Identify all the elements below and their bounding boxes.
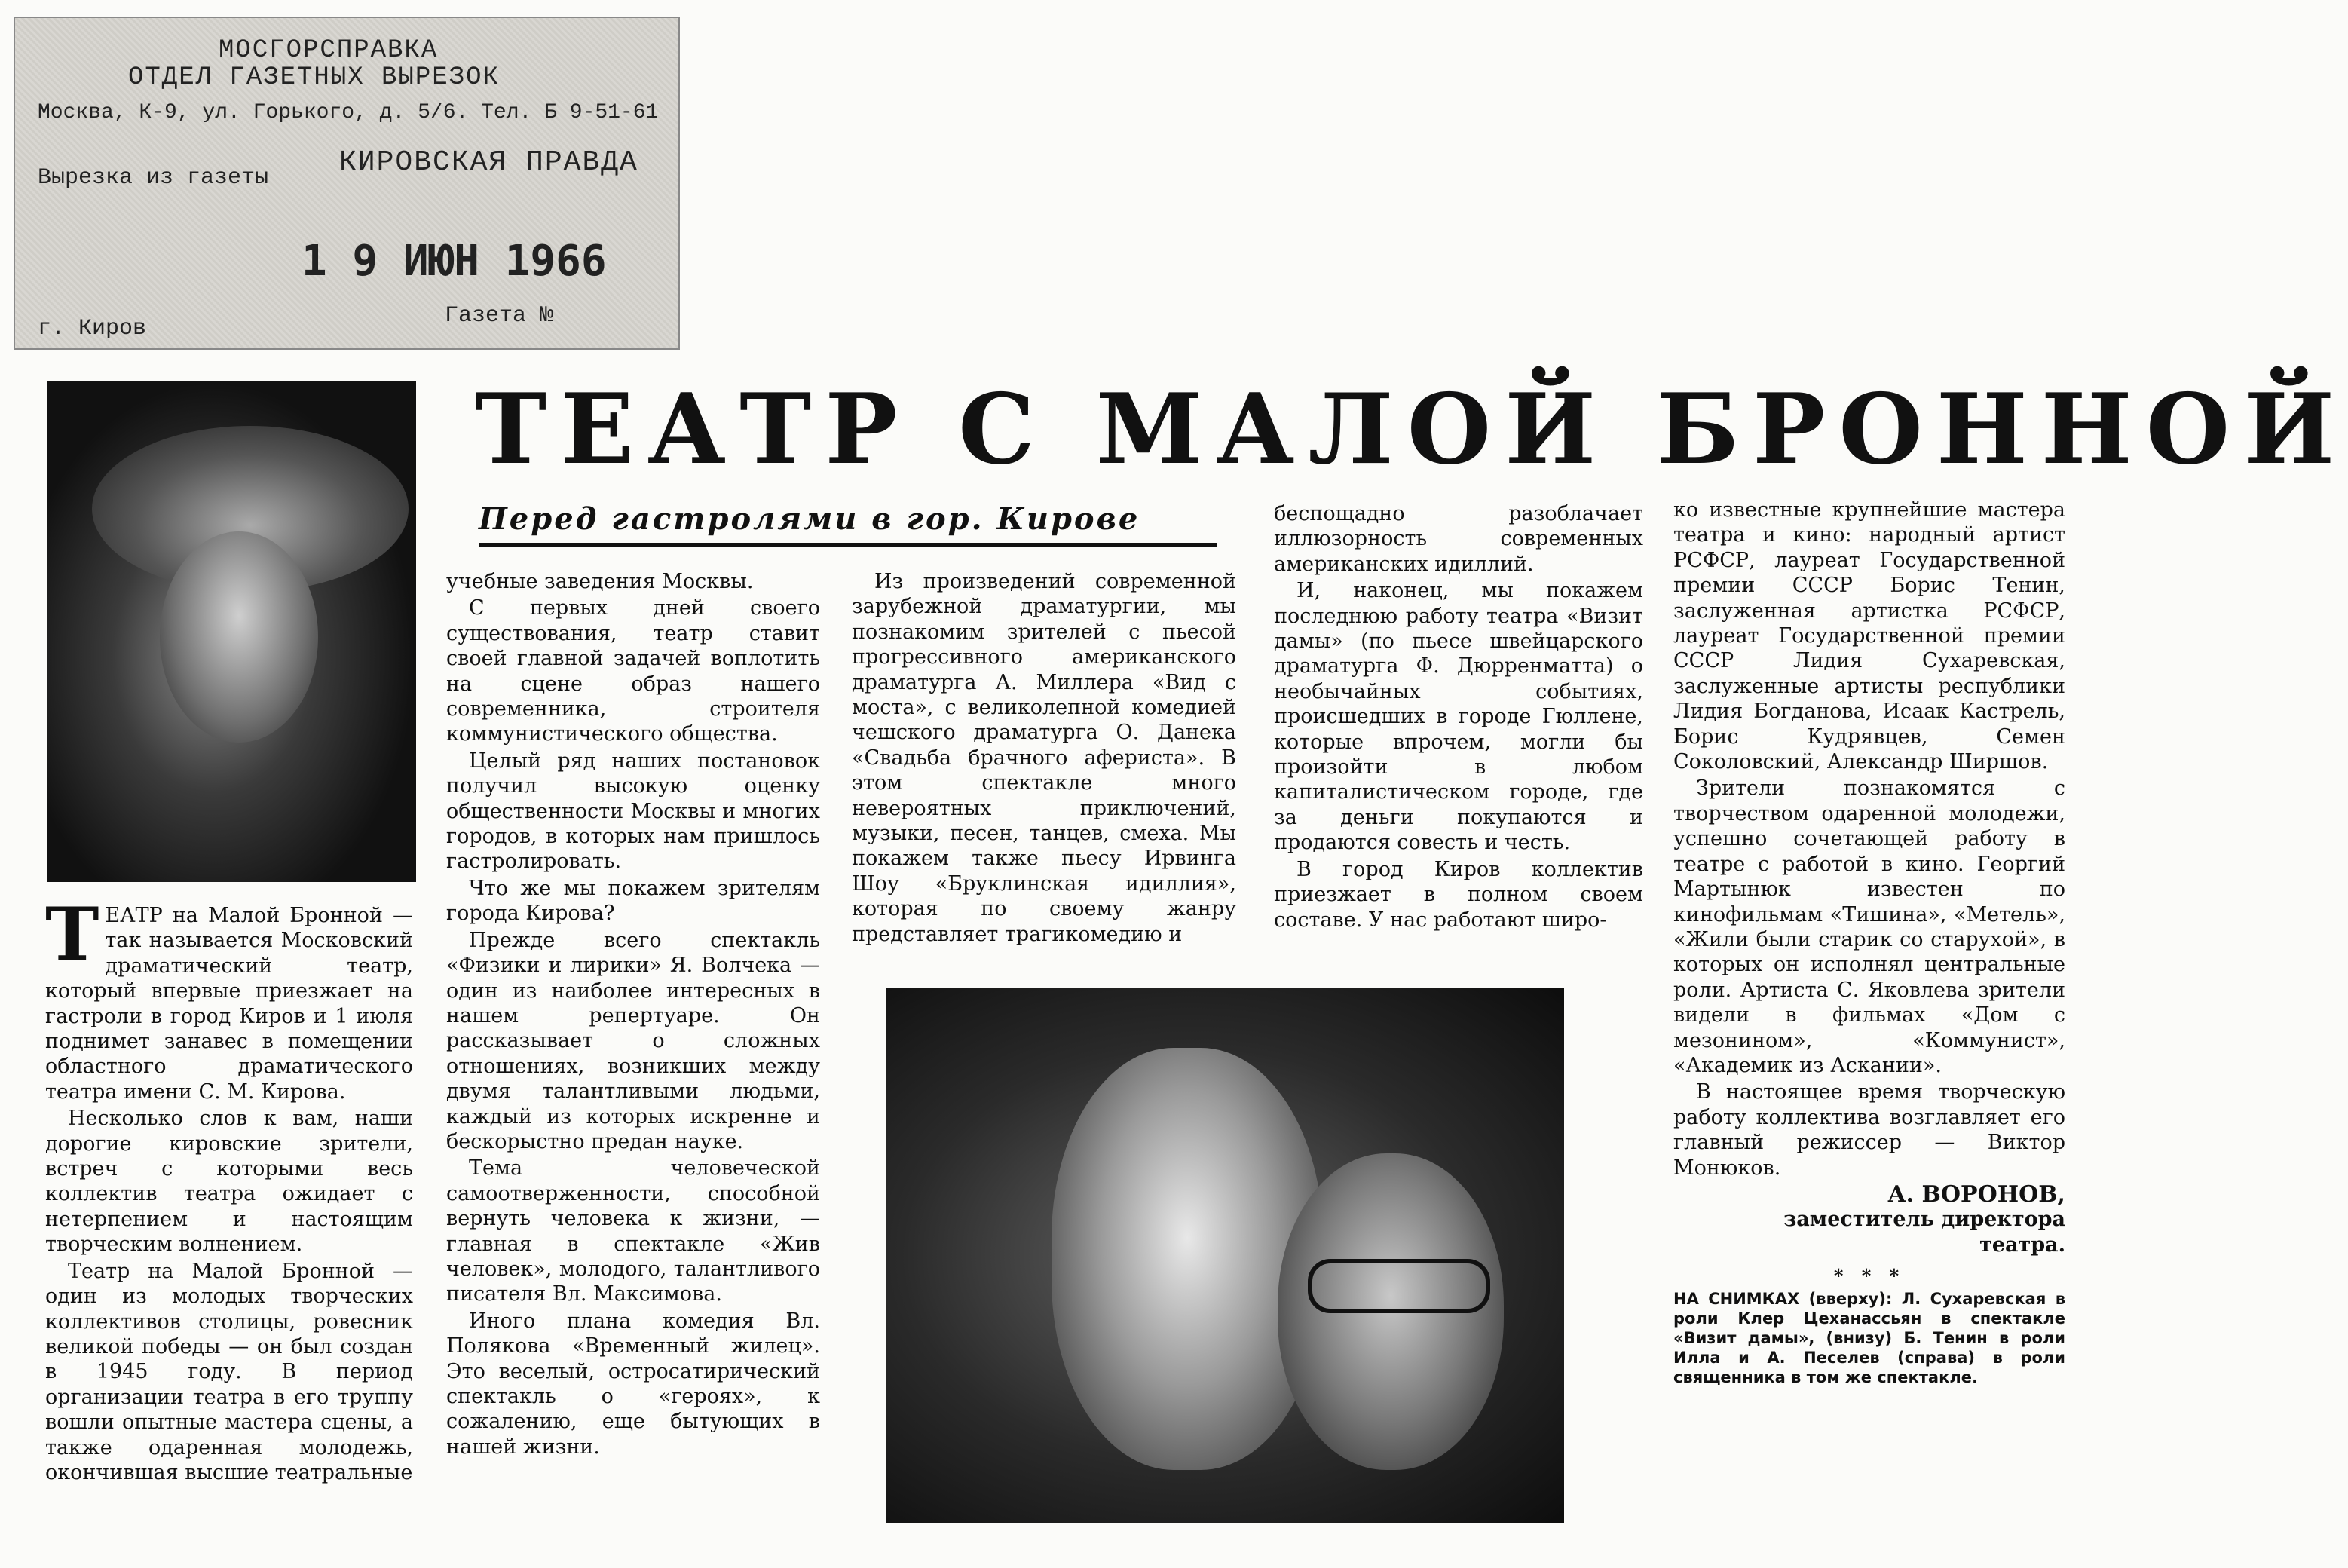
signature-role-2: театра. [1979,1233,2065,1257]
stamp-address: Москва, К-9, ул. Горького, д. 5/6. Тел. Б 9-51-61 [38,101,659,124]
paragraph: ко известные крупнейшие мастера театра и кино: народный артист РСФСР, лауреат Государственной премии СССР Борис Тенин, заслуженная артистка РСФСР, лауреат Государственной премии СССР Лидия Сухаревская, заслуженные артисты республики Лидия Богданова, Исаак Кастрель, Борис Кудрявцев, Семен Соколовский, Александр Ширшов. [1673,498,2065,774]
paragraph: Зрители познакомятся с творчеством одаренной молодежи, успешно сочетающей работу в театре с работой в кино. Георгий Мартынюк известен по кинофильмам «Тишина», «Метель», «Жили были старик со старухой», в которых он исполнял центральные роли. Артиста С. Яковлева зрители видели в фильмах «Дом с мезонином», «Коммунист», «Академик из Аскании». [1673,776,2065,1077]
paragraph: беспощадно разоблачает иллюзорность современных американских идиллий. [1274,502,1643,576]
paragraph: Театр на Малой Бронной — один из молодых творческих коллективов столицы, ровесник великой победы — он был создан в 1945 году. В период организации театра в его труппу вошли опытные мастера сцены, а также одаренная молодежь, окончившая высшие театральные [45,1259,413,1484]
paragraph: И, наконец, мы покажем последнюю работу театра «Визит дамы» (по пьесе швейцарского драматурга Ф. Дюрренматта) о необычайных событиях, происшедших в городе Гюллене, которые впрочем, могли бы произойти в любом капиталистическом городе, где за деньги покупаются и продаются совесть и честь. [1274,579,1643,855]
article-headline: ТЕАТР С МАЛОЙ БРОННОЙ [475,373,2348,486]
stamp-clipping-label: Вырезка из газеты [38,165,269,191]
article-column-1 [45,892,413,1487]
article-column-2 [446,569,820,1461]
photo-sukharevskaya [47,381,416,882]
article-subhead: Перед гастролями в гор. Кирове [479,501,1217,547]
clipping-stamp [14,17,680,350]
paragraph: Что же мы покажем зрителям города Кирова? [446,876,820,926]
photo-tenin-peselev [886,988,1564,1523]
paragraph: Прежде всего спектакль «Физики и лирики» Я. Волчека — один из наиболее интересных в нашем репертуаре. Он рассказывает о сложных отношениях, возникших между двумя талантливыми людьми, каждый из которых искренне и бескорыстно предан науке. [446,928,820,1153]
paragraph: Иного плана комедия Вл. Полякова «Временный жилец». Это веселый, остросатирический спектакль о «героях», к сожалению, еще бытующих в нашей жизни. [446,1309,820,1459]
signature-role: заместитель директора [1783,1208,2065,1232]
paragraph: С первых дней своего существования, театр ставит своей главной задачей воплотить на сцене образ нашего современника, строителя коммунистического общества. [446,596,820,746]
paragraph: Несколько слов к вам, наши дорогие кировские зрители, встреч с которыми весь коллектив театра ожидает с нетерпением и настоящим творческим волнением. [45,1107,413,1257]
photo-face [160,531,318,743]
paragraph: учебные заведения Москвы. [446,570,754,593]
drop-cap: Т [45,892,99,977]
stamp-issue-label: Газета № [445,303,554,329]
stamp-newspaper: КИРОВСКАЯ ПРАВДА [339,146,638,179]
stamp-org: МОСГОРСПРАВКА [219,36,439,65]
paragraph: Тема человеческой самоотверженности, способной вернуть человека к жизни, — главная в спектакле «Жив человек», молодого, талантливого писателя Вл. Максимова. [446,1156,820,1306]
article-column-3 [852,569,1236,948]
paragraph: В настоящее время творческую работу коллектива возглавляет его главный режиссер — Виктор Монюков. [1673,1080,2065,1180]
article-column-4 [1274,501,1643,934]
paragraph: Целый ряд наших постановок получил высокую оценку общественности Москвы и многих городов, в которых нам пришлось гастролировать. [446,749,820,874]
stamp-date: 1 9 ИЮН 1966 [302,237,607,286]
paragraph: В город Киров коллектив приезжает в полном своем составе. У нас работают широ- [1274,857,1643,932]
stamp-city: г. Киров [38,316,147,341]
article-column-5 [1673,498,2065,1387]
stamp-dept: ОТДЕЛ ГАЗЕТНЫХ ВЫРЕЗОК [128,63,500,92]
photo-glasses [1308,1259,1490,1313]
signature-name: А. ВОРОНОВ, [1887,1181,2065,1208]
photo-caption: НА СНИМКАХ (вверху): Л. Сухаревская в роли Клер Цеханассьян в спектакле «Визит дамы», (внизу) Б. Тенин в роли Илла и А. Песелев (справа) в роли священника в том же спектакле. [1673,1289,2065,1386]
section-separator: * * * [1833,1265,1906,1288]
paragraph: Из произведений современной зарубежной драматургии, мы познакомим зрителей с пьесой прогрессивного американского драматурга А. Миллера «Вид с моста», с великолепной комедией чешского драматурга О. Данека «Свадьба брачного афериста». В этом спектакле много невероятных приключений, музыки, песен, танцев, смеха. Мы покажем также пьесу Ирвинга Шоу «Бруклинская идиллия», которая по своему жанру представляет трагикомедию и [852,570,1236,946]
paragraph: ЕАТР на Малой Бронной — так называется Московский драматический театр, который впервые приезжает на гастроли в город Киров и 1 июля поднимет занавес в помещении областного драматического театра имени С. М. Кирова. [45,904,413,1104]
